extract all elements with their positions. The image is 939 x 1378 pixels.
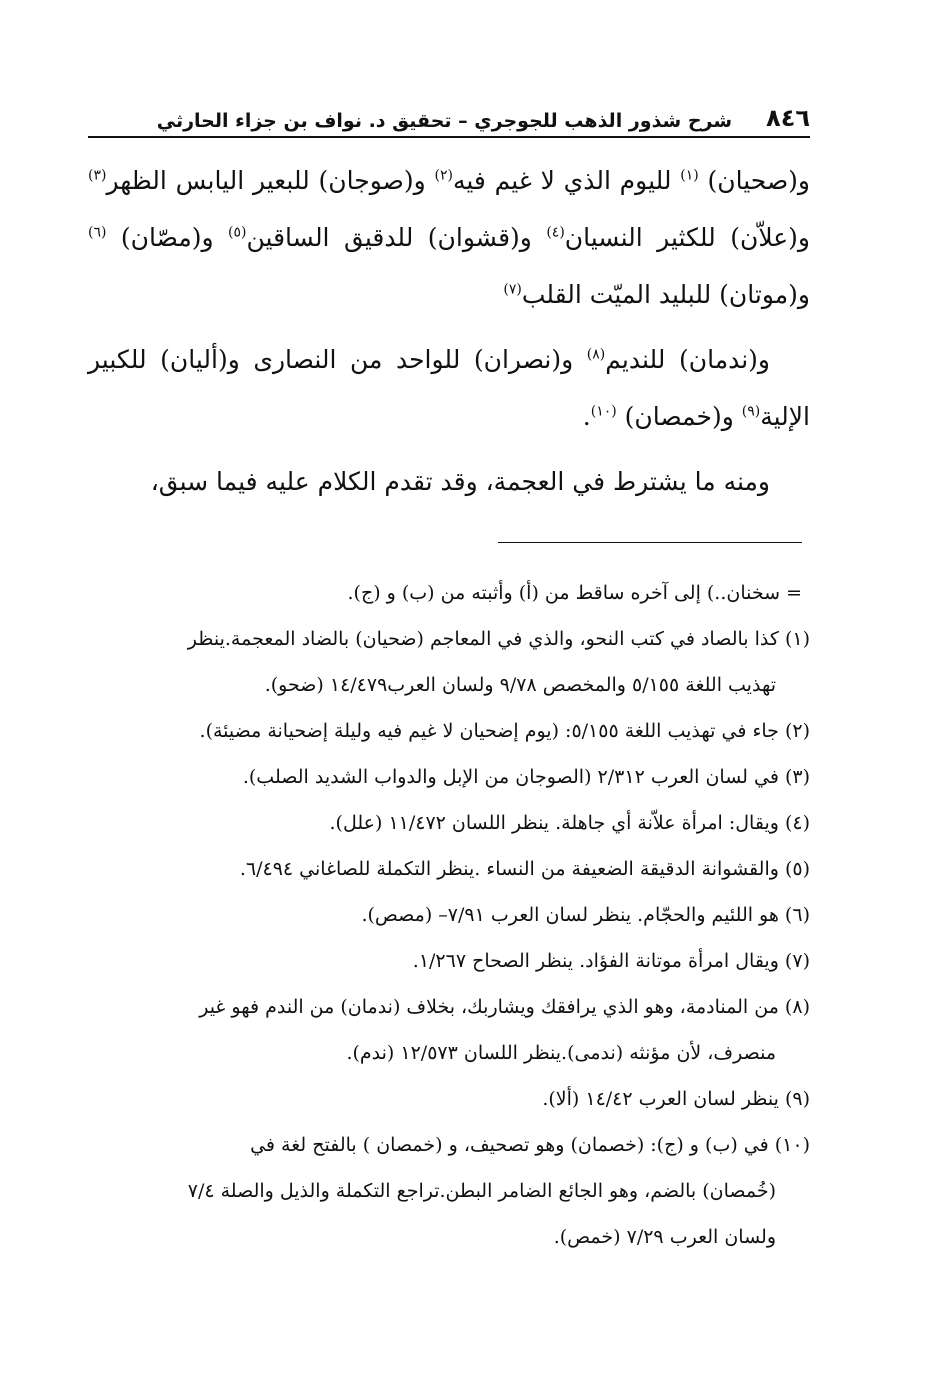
footnote-4: (٤) ويقال: امرأة علاّنة أي جاهلة. ينظر اللسان ١١/٤٧٢ (علل).: [329, 812, 810, 834]
footnote-2: (٢) جاء في تهذيب اللغة ٥/١٥٥: (يوم إضحيان لا غيم فيه وليلة إضحيانة مضيئة).: [199, 720, 810, 742]
text-run: و(ندمان) للنديم: [605, 345, 770, 374]
text-run: و(نصران) للواحد من النصارى و(أليان) للكبير الإلية: [88, 345, 810, 431]
footnote-ref: (٩): [741, 403, 761, 420]
text-run: و(قشوان) للدقيق الساقين: [246, 223, 547, 252]
footnote-ref: (٧): [503, 281, 522, 298]
footnote-6: (٦) هو اللئيم والحجّام. ينظر لسان العرب ٧/٩١– (مصص).: [361, 904, 810, 926]
footnote-line: (٨) من المنادمة، وهو الذي يرافقك ويشاربك، بخلاف (ندمان) من الندم فهو غير: [199, 996, 810, 1018]
text-run: و(صوجان) للبعير اليابس الظهر: [106, 166, 435, 195]
footnote-ref: (٥): [228, 224, 247, 241]
footnote-9: (٩) ينظر لسان العرب ١٤/٤٢ (ألا).: [542, 1088, 810, 1110]
footnote-ref: (١): [680, 167, 699, 184]
paragraph-3: ومنه ما يشترط في العجمة، وقد تقدم الكلام عليه فيما سبق،: [150, 467, 770, 496]
page-number: ٨٤٦: [766, 104, 810, 132]
footnote-ref: (٤): [546, 224, 565, 241]
footnote-line: (١) كذا بالصاد في كتب النحو، والذي في المعاجم (ضحيان) بالضاد المعجمة.ينظر: [187, 628, 810, 650]
text-run: و(خمصان): [616, 402, 742, 431]
footnote-line: (خُمصان) بالضم، وهو الجائع الضامر البطن.تراجع التكملة والذيل والصلة ٧/٤: [187, 1180, 776, 1202]
text-run: و(موتان) للبليد الميّت القلب: [521, 280, 810, 309]
footnote-7: (٧) ويقال امرأة موتانة الفؤاد. ينظر الصحاح ١/٢٦٧.: [412, 950, 810, 972]
page-header: [88, 102, 810, 138]
footnote-1: [88, 616, 810, 708]
footnote-ref: (١٠): [590, 403, 617, 420]
text-run: .: [582, 402, 591, 431]
main-text: [88, 152, 810, 510]
footnote-divider: [498, 542, 802, 543]
footnote-line: منصرف، لأن مؤنثه (ندمى).ينظر اللسان ١٢/٥٧٣ (ندم).: [346, 1042, 776, 1064]
footnote-10: [88, 1122, 810, 1260]
footnote-ref: (٢): [434, 167, 453, 184]
footnote-8: [88, 984, 810, 1076]
running-title: شرح شذور الذهب للجوجري – تحقيق د. نواف بن جزاء الحارثي: [156, 110, 733, 132]
footnote-ref: (٣): [88, 167, 107, 184]
footnote-carry-over: = سخنان..) إلى آخره ساقط من (أ) وأثبته من (ب) و (ج).: [347, 582, 802, 604]
footnote-line: ولسان العرب ٧/٢٩ (خمص).: [553, 1226, 776, 1248]
paragraph-1: [88, 152, 810, 323]
footnote-5: (٥) والقشوانة الدقيقة الضعيفة من النساء .ينظر التكملة للصاغاني ٦/٤٩٤.: [239, 858, 810, 880]
text-run: و(علاّن) للكثير النسيان: [564, 223, 810, 252]
footnotes: [88, 570, 810, 1260]
text-run: لليوم الذي لا غيم فيه: [452, 166, 681, 195]
footnote-line: (١٠) في (ب) و (ج): (خصمان) وهو تصحيف، و (خمصان ) بالفتح لغة في: [250, 1134, 810, 1156]
text-run: و(مصّان): [106, 223, 229, 252]
paragraph-2: [88, 331, 810, 445]
footnote-3: (٣) في لسان العرب ٢/٣١٢ (الصوجان من الإبل والدواب الشديد الصلب).: [242, 766, 810, 788]
footnote-ref: (٦): [88, 224, 107, 241]
text-run: و(صحيان): [698, 166, 810, 195]
footnote-line: تهذيب اللغة ٥/١٥٥ والمخصص ٩/٧٨ ولسان العرب١٤/٤٧٩ (ضحو).: [264, 674, 776, 696]
footnote-ref: (٨): [586, 346, 606, 363]
